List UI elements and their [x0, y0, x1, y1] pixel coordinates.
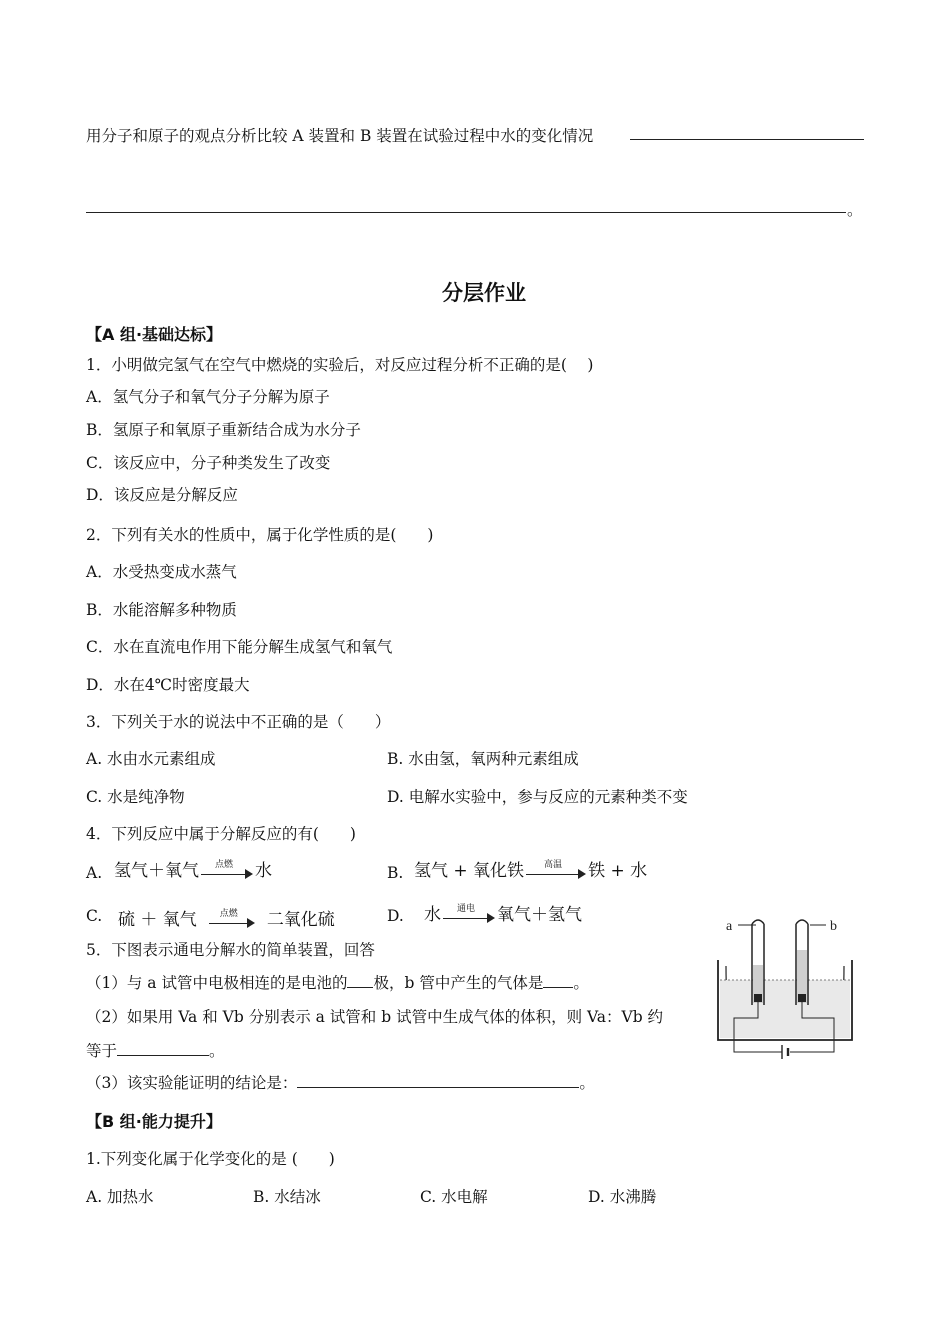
reaction-condition: 高温 — [544, 859, 563, 870]
reaction-condition: 通电 — [456, 903, 475, 914]
q1-option-d: D．该反应是分解反应 — [86, 486, 238, 504]
q5-part-1 — [86, 971, 589, 993]
group-b-heading: 【B 组·能力提升】 — [86, 1112, 222, 1131]
section-title: 分层作业 — [442, 281, 526, 305]
b-q1-option-c: C. 水电解 — [420, 1188, 488, 1206]
answer-line[interactable] — [630, 139, 864, 140]
electrolysis-apparatus-figure — [712, 910, 862, 1060]
q4-option-d-label: D. — [387, 907, 404, 925]
water — [720, 980, 850, 1038]
answer-line[interactable] — [86, 212, 846, 213]
reaction-arrow-icon — [443, 903, 495, 923]
products: 水 — [255, 861, 272, 881]
answer-blank[interactable] — [543, 972, 573, 989]
reactants: 氢气 + 氧化铁 — [414, 861, 525, 881]
b-q1-option-a: A. 加热水 — [86, 1188, 154, 1206]
reaction-condition: 点燃 — [214, 859, 233, 870]
q2-option-a: A．水受热变成水蒸气 — [86, 563, 237, 581]
q4-stem: 4．下列反应中属于分解反应的有( ) — [86, 825, 356, 843]
q3-option-b: B. 水由氢，氧两种元素组成 — [387, 750, 579, 768]
tube-a-label: a — [726, 919, 733, 934]
q2-option-b: B．水能溶解多种物质 — [86, 601, 237, 619]
q5-stem: 5．下图表示通电分解水的简单装置，回答 — [86, 941, 375, 959]
q5-part-1-text: 。 — [573, 974, 589, 992]
b-q1-option-b: B. 水结冰 — [253, 1188, 321, 1206]
reaction-arrow-icon — [209, 908, 255, 928]
q5-part-2-text: 等于 — [86, 1042, 118, 1060]
reaction-arrow-icon — [526, 859, 586, 879]
q5-part-3 — [86, 1071, 595, 1093]
b-q1-stem: 1.下列变化属于化学变化的是 ( ) — [86, 1150, 335, 1168]
q4-option-c-label: C. — [86, 907, 103, 925]
q1-option-a: A．氢气分子和氧气分子分解为原子 — [86, 388, 330, 406]
q5-part-3-text: （3）该实验能证明的结论是： — [86, 1074, 298, 1092]
q2-option-c: C．水在直流电作用下能分解生成氢气和氧气 — [86, 638, 393, 656]
q3-option-a: A. 水由水元素组成 — [86, 750, 216, 768]
q1-option-c: C．该反应中，分子种类发生了改变 — [86, 454, 331, 472]
q4-option-c-equation — [118, 905, 335, 930]
q4-option-b-equation — [414, 856, 647, 881]
electrode-a — [754, 994, 762, 1002]
products: 二氧化硫 — [266, 910, 335, 930]
q5-part-2: （2）如果用 Va 和 Vb 分别表示 a 试管和 b 试管中生成气体的体积，则 Va：Vb 约 — [86, 1008, 664, 1026]
q1-stem: 1．小明做完氢气在空气中燃烧的实验后，对反应过程分析不正确的是( ) — [86, 356, 594, 374]
q5-part-3-text: 。 — [579, 1074, 595, 1092]
q4-option-a-label: A. — [86, 864, 103, 882]
b-q1-option-d: D. 水沸腾 — [588, 1188, 657, 1206]
answer-blank[interactable] — [347, 972, 373, 989]
q2-stem: 2．下列有关水的性质中，属于化学性质的是( ) — [86, 526, 434, 544]
q5-part-2-text: 。 — [209, 1042, 225, 1060]
answer-blank[interactable] — [297, 1072, 579, 1089]
q5-part-1-text: （1）与 a 试管中电极相连的是电池的 — [86, 974, 348, 992]
group-a-heading: 【A 组·基础达标】 — [86, 325, 223, 344]
reactants: 水 — [424, 905, 441, 925]
q5-part-1-text: 极，b 管中产生的气体是 — [373, 974, 544, 992]
electrode-b — [798, 994, 806, 1002]
products: 氧气＋氢气 — [497, 905, 582, 925]
q4-option-d-equation — [424, 900, 582, 925]
products: 铁 + 水 — [588, 861, 648, 881]
period: 。 — [847, 201, 863, 219]
q4-option-a-equation — [114, 856, 272, 881]
reaction-arrow-icon — [201, 859, 253, 879]
q5-part-2-continued — [86, 1039, 225, 1061]
q3-option-c: C. 水是纯净物 — [86, 788, 185, 806]
q2-option-d: D．水在4℃时密度最大 — [86, 676, 250, 694]
tube-b-label: b — [830, 919, 837, 934]
q3-stem: 3．下列关于水的说法中不正确的是（ ） — [86, 713, 391, 731]
reaction-condition: 点燃 — [219, 908, 238, 919]
intro-question: 用分子和原子的观点分析比较 A 装置和 B 装置在试验过程中水的变化情况 — [86, 127, 594, 145]
answer-blank[interactable] — [117, 1040, 209, 1057]
q3-option-d: D. 电解水实验中，参与反应的元素种类不变 — [387, 788, 688, 806]
q4-option-b-label: B. — [387, 864, 404, 882]
q1-option-b: B．氢原子和氧原子重新结合成为水分子 — [86, 421, 361, 439]
reactants: 硫 ＋ 氧气 — [118, 910, 197, 930]
reactants: 氢气＋氧气 — [114, 861, 199, 881]
